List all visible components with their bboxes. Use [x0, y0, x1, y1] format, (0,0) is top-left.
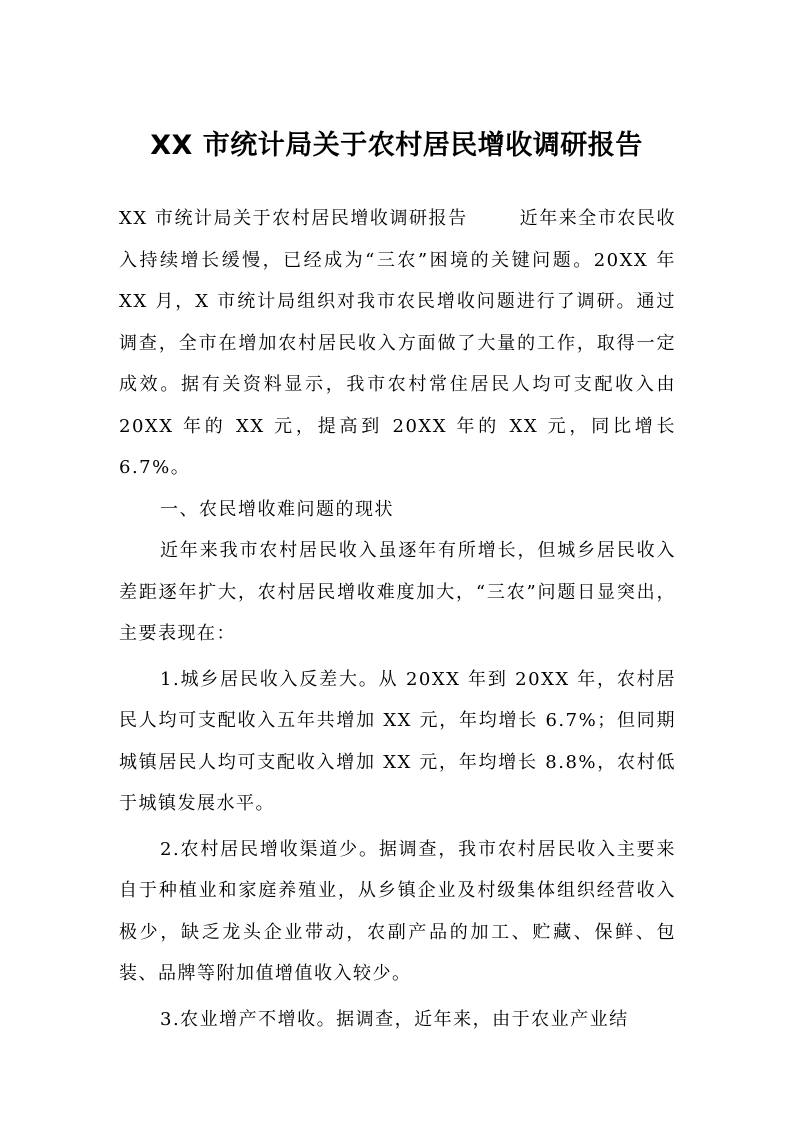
point-2-paragraph: 2.农村居民增收渠道少。据调查，我市农村居民收入主要来自于种植业和家庭养殖业，从乡镇企业及村级集体组织经营收入极少，缺乏龙头企业带动，农副产品的加工、贮藏、保鲜、包装、品牌等附加值增值收入较少。 — [119, 838, 676, 984]
document-body — [119, 198, 676, 1040]
section-1-intro: 近年来我市农村居民收入虽逐年有所增长，但城乡居民收入差距逐年扩大，农村居民增收难度加大，“三农”问题日显突出，主要表现在： — [119, 540, 676, 644]
intro-paragraph — [119, 198, 676, 489]
intro-heading: XX 市统计局关于农村居民增收调研报告 — [119, 208, 468, 229]
intro-text: 近年来全市农民收入持续增长缓慢，已经成为“三农”困境的关键问题。20XX 年 XX 月，X 市统计局组织对我市农民增收问题进行了调研。通过调查，全市在增加农村居民收入方面做了大量的工作，取得一定成效。据有关资料显示，我市农村常住居民人均可支配收入由 20XX 年的 XX 元，提高到 20XX 年的 XX 元，同比增长 6.7%。 — [119, 208, 676, 478]
document-title: XX 市统计局关于农村居民增收调研报告 — [150, 130, 643, 161]
section-1-heading: 一、农民增收难问题的现状 — [160, 498, 394, 520]
point-3-paragraph: 3.农业增产不增收。据调查，近年来，由于农业产业结 — [160, 1008, 629, 1030]
point-1-paragraph: 1.城乡居民收入反差大。从 20XX 年到 20XX 年，农村居民人均可支配收入五年共增加 XX 元，年均增长 6.7%；但同期城镇居民人均可支配收入增加 XX 元，年均增长 8.8%，农村低于城镇发展水平。 — [119, 668, 676, 814]
